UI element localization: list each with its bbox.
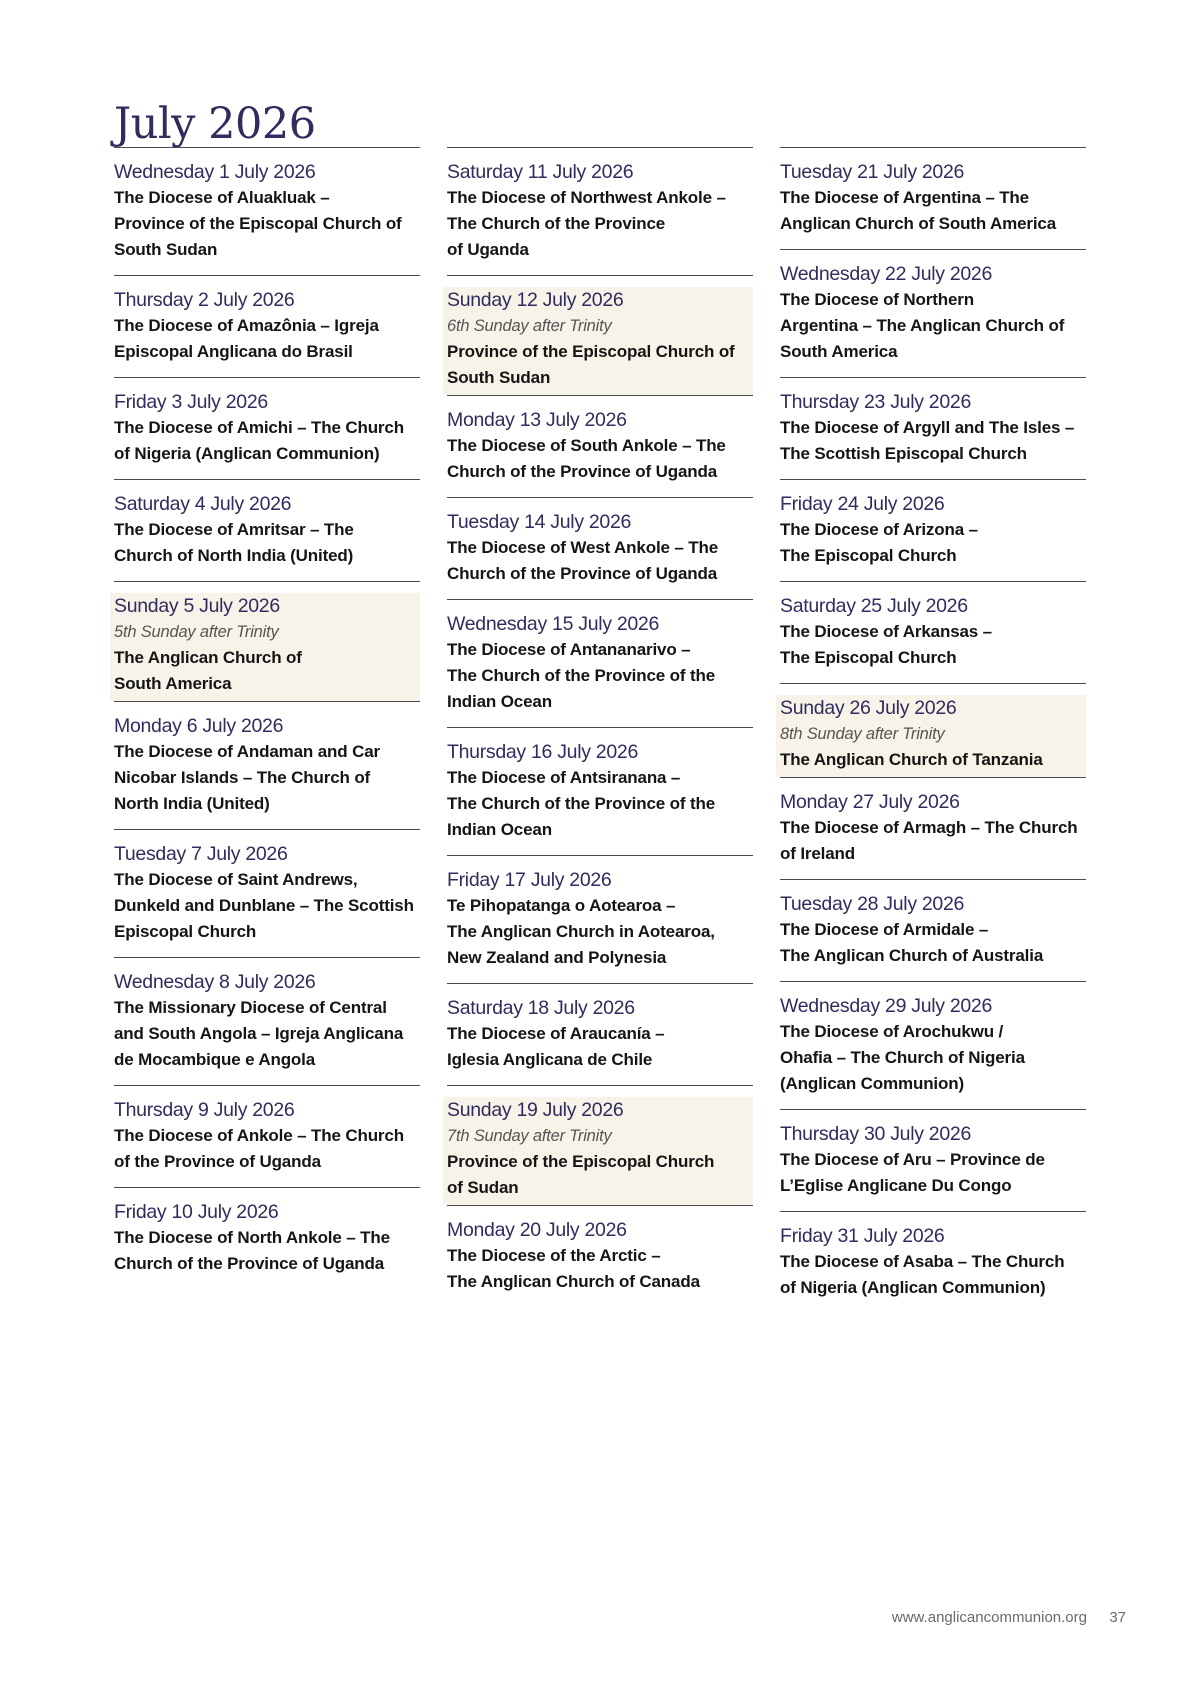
calendar-entry: [780, 981, 1086, 1109]
entry-subtitle: 7th Sunday after Trinity: [447, 1127, 612, 1145]
entry-description-line: Indian Ocean: [447, 692, 552, 711]
entry-description-line: The Diocese of North Ankole – The: [114, 1228, 390, 1247]
entry-description-line: Church of the Province of Uganda: [114, 1254, 385, 1273]
entry-date: Wednesday 15 July 2026: [447, 613, 660, 635]
calendar-entry: [447, 147, 753, 275]
entry-description-line: The Diocese of Saint Andrews,: [114, 870, 358, 889]
entry-description-line: The Diocese of Armidale –: [780, 920, 989, 939]
entry-date: Thursday 23 July 2026: [780, 391, 971, 413]
calendar-entry: [114, 1085, 420, 1187]
calendar-entry: [114, 479, 420, 581]
entry-description-line: The Missionary Diocese of Central: [114, 998, 387, 1017]
entry-date: Friday 10 July 2026: [114, 1201, 279, 1223]
entry-description-line: Dunkeld and Dunblane – The Scottish: [114, 896, 414, 915]
entry-description-line: of Uganda: [447, 240, 529, 259]
sunday-highlight: [443, 1097, 753, 1205]
entry-description-line: The Diocese of Arizona –: [780, 520, 978, 539]
entry-date: Friday 31 July 2026: [780, 1225, 945, 1247]
entry-description-line: The Diocese of Aluakluak –: [114, 188, 330, 207]
entry-date: Tuesday 14 July 2026: [447, 511, 632, 533]
calendar-entry: [447, 599, 753, 727]
calendar-entry: [447, 727, 753, 855]
entry-description-line: Church of North India (United): [114, 546, 354, 565]
calendar-entry: [780, 377, 1086, 479]
entry-description-line: The Anglican Church of: [114, 648, 302, 667]
entry-description-line: The Diocese of Antsiranana –: [447, 768, 681, 787]
entry-description-line: Province of the Episcopal Church of: [447, 342, 735, 361]
entry-description-line: Nicobar Islands – The Church of: [114, 768, 371, 787]
entry-description-line: Church of the Province of Uganda: [447, 564, 718, 583]
entry-description-line: Iglesia Anglicana de Chile: [447, 1050, 653, 1069]
entry-description-line: The Diocese of Arkansas –: [780, 622, 992, 641]
calendar-entry: [780, 879, 1086, 981]
calendar-entry: [114, 581, 420, 701]
entry-description-line: The Diocese of Antananarivo –: [447, 640, 691, 659]
calendar-entry: [780, 581, 1086, 683]
entry-date: Friday 24 July 2026: [780, 493, 945, 515]
entry-description-line: of Nigeria (Anglican Communion): [114, 444, 380, 463]
entry-date: Thursday 2 July 2026: [114, 289, 295, 311]
entry-subtitle: 8th Sunday after Trinity: [780, 725, 945, 743]
calendar-entry: [447, 1205, 753, 1307]
entry-subtitle: 6th Sunday after Trinity: [447, 317, 612, 335]
calendar-column-3: [780, 147, 1086, 1313]
calendar-entry: [447, 275, 753, 395]
entry-description-line: South America: [114, 674, 232, 693]
entry-description-line: Anglican Church of South America: [780, 214, 1057, 233]
entry-description-line: North India (United): [114, 794, 270, 813]
calendar-entry: [780, 777, 1086, 879]
calendar-entry: [114, 957, 420, 1085]
entry-description-line: The Diocese of Argentina – The: [780, 188, 1029, 207]
footer-url: www.anglicancommunion.org: [891, 1609, 1087, 1626]
entry-description-line: The Diocese of Arochukwu /: [780, 1022, 1004, 1041]
entry-description-line: Province of the Episcopal Church: [447, 1152, 715, 1171]
entry-description-line: The Diocese of Asaba – The Church: [780, 1252, 1065, 1271]
entry-description-line: The Diocese of South Ankole – The: [447, 436, 726, 455]
entry-date: Sunday 26 July 2026: [780, 697, 957, 719]
entry-description-line: South Sudan: [114, 240, 218, 259]
entry-description-line: Episcopal Anglicana do Brasil: [114, 342, 353, 361]
entry-date: Thursday 9 July 2026: [114, 1099, 295, 1121]
entry-date: Saturday 4 July 2026: [114, 493, 292, 515]
calendar-entry: [114, 147, 420, 275]
entry-description-line: The Diocese of Ankole – The Church: [114, 1126, 404, 1145]
entry-description-line: New Zealand and Polynesia: [447, 948, 667, 967]
entry-date: Monday 13 July 2026: [447, 409, 627, 431]
entry-description-line: Te Pihopatanga o Aotearoa –: [447, 896, 676, 915]
calendar-entry: [447, 983, 753, 1085]
entry-description-line: The Diocese of Araucanía –: [447, 1024, 665, 1043]
entry-description-line: of Ireland: [780, 844, 856, 863]
entry-description-line: The Anglican Church of Canada: [447, 1272, 700, 1291]
entry-description-line: of the Province of Uganda: [114, 1152, 321, 1171]
calendar-entry: [447, 497, 753, 599]
sunday-highlight: [443, 287, 753, 395]
entry-description-line: The Diocese of Aru – Province de: [780, 1150, 1045, 1169]
entry-description-line: (Anglican Communion): [780, 1074, 964, 1093]
entry-description-line: Church of the Province of Uganda: [447, 462, 718, 481]
entry-date: Saturday 11 July 2026: [447, 161, 634, 183]
page-title: July 2026: [114, 98, 316, 149]
entry-description-line: The Diocese of Northwest Ankole –: [447, 188, 726, 207]
entry-description-line: The Diocese of Amazônia – Igreja: [114, 316, 379, 335]
entry-description-line: of Nigeria (Anglican Communion): [780, 1278, 1046, 1297]
calendar-column-1: [114, 147, 420, 1289]
entry-description-line: The Church of the Province: [447, 214, 666, 233]
entry-description-line: The Diocese of Armagh – The Church: [780, 818, 1078, 837]
entry-date: Thursday 16 July 2026: [447, 741, 638, 763]
entry-description-line: de Mocambique e Angola: [114, 1050, 316, 1069]
entry-date: Sunday 12 July 2026: [447, 289, 624, 311]
calendar-entry: [780, 1211, 1086, 1313]
entry-date: Saturday 18 July 2026: [447, 997, 635, 1019]
entry-description-line: and South Angola – Igreja Anglicana: [114, 1024, 404, 1043]
entry-description-line: of Sudan: [447, 1178, 519, 1197]
entry-description-line: South Sudan: [447, 368, 551, 387]
entry-description-line: The Anglican Church of Australia: [780, 946, 1044, 965]
entry-date: Saturday 25 July 2026: [780, 595, 968, 617]
entry-description-line: The Anglican Church in Aotearoa,: [447, 922, 715, 941]
entry-date: Friday 3 July 2026: [114, 391, 268, 413]
entry-subtitle: 5th Sunday after Trinity: [114, 623, 279, 641]
entry-description-line: The Anglican Church of Tanzania: [780, 750, 1043, 769]
entry-description-line: The Episcopal Church: [780, 648, 957, 667]
calendar-entry: [447, 395, 753, 497]
calendar-entry: [780, 479, 1086, 581]
page-number: 37: [1109, 1609, 1126, 1626]
calendar-entry: [447, 855, 753, 983]
entry-description-line: Episcopal Church: [114, 922, 257, 941]
entry-date: Wednesday 22 July 2026: [780, 263, 993, 285]
entry-date: Friday 17 July 2026: [447, 869, 612, 891]
calendar-entry: [780, 1109, 1086, 1211]
entry-description-line: The Diocese of Amichi – The Church: [114, 418, 404, 437]
entry-date: Tuesday 21 July 2026: [780, 161, 965, 183]
entry-description-line: The Diocese of Amritsar – The: [114, 520, 354, 539]
entry-description-line: The Scottish Episcopal Church: [780, 444, 1027, 463]
entry-description-line: South America: [780, 342, 898, 361]
entry-date: Monday 20 July 2026: [447, 1219, 627, 1241]
entry-date: Monday 6 July 2026: [114, 715, 284, 737]
entry-description-line: L’Eglise Anglicane Du Congo: [780, 1176, 1012, 1195]
calendar-entry: [780, 683, 1086, 777]
entry-date: Thursday 30 July 2026: [780, 1123, 971, 1145]
entry-date: Tuesday 7 July 2026: [114, 843, 288, 865]
sunday-highlight: [110, 593, 420, 701]
entry-description-line: The Diocese of Argyll and The Isles –: [780, 418, 1075, 437]
entry-description-line: The Episcopal Church: [780, 546, 957, 565]
calendar-entry: [780, 147, 1086, 249]
calendar-entry: [114, 829, 420, 957]
entry-description-line: Argentina – The Anglican Church of: [780, 316, 1065, 335]
calendar-entry: [114, 377, 420, 479]
calendar-column-2: [447, 147, 753, 1307]
entry-description-line: The Diocese of Andaman and Car: [114, 742, 380, 761]
entry-description-line: The Diocese of Northern: [780, 290, 974, 309]
entry-description-line: The Church of the Province of the: [447, 794, 716, 813]
entry-description-line: Indian Ocean: [447, 820, 552, 839]
calendar-entry: [114, 1187, 420, 1289]
entry-date: Wednesday 1 July 2026: [114, 161, 316, 183]
entry-date: Sunday 5 July 2026: [114, 595, 280, 617]
entry-date: Monday 27 July 2026: [780, 791, 960, 813]
calendar-entry: [114, 275, 420, 377]
entry-description-line: Ohafia – The Church of Nigeria: [780, 1048, 1025, 1067]
sunday-highlight: [776, 695, 1086, 777]
entry-date: Wednesday 8 July 2026: [114, 971, 316, 993]
entry-description-line: Province of the Episcopal Church of: [114, 214, 402, 233]
entry-description-line: The Diocese of the Arctic –: [447, 1246, 661, 1265]
entry-description-line: The Diocese of West Ankole – The: [447, 538, 719, 557]
calendar-entry: [780, 249, 1086, 377]
calendar-entry: [114, 701, 420, 829]
entry-date: Sunday 19 July 2026: [447, 1099, 624, 1121]
entry-date: Tuesday 28 July 2026: [780, 893, 965, 915]
entry-description-line: The Church of the Province of the: [447, 666, 716, 685]
calendar-entry: [447, 1085, 753, 1205]
entry-date: Wednesday 29 July 2026: [780, 995, 993, 1017]
